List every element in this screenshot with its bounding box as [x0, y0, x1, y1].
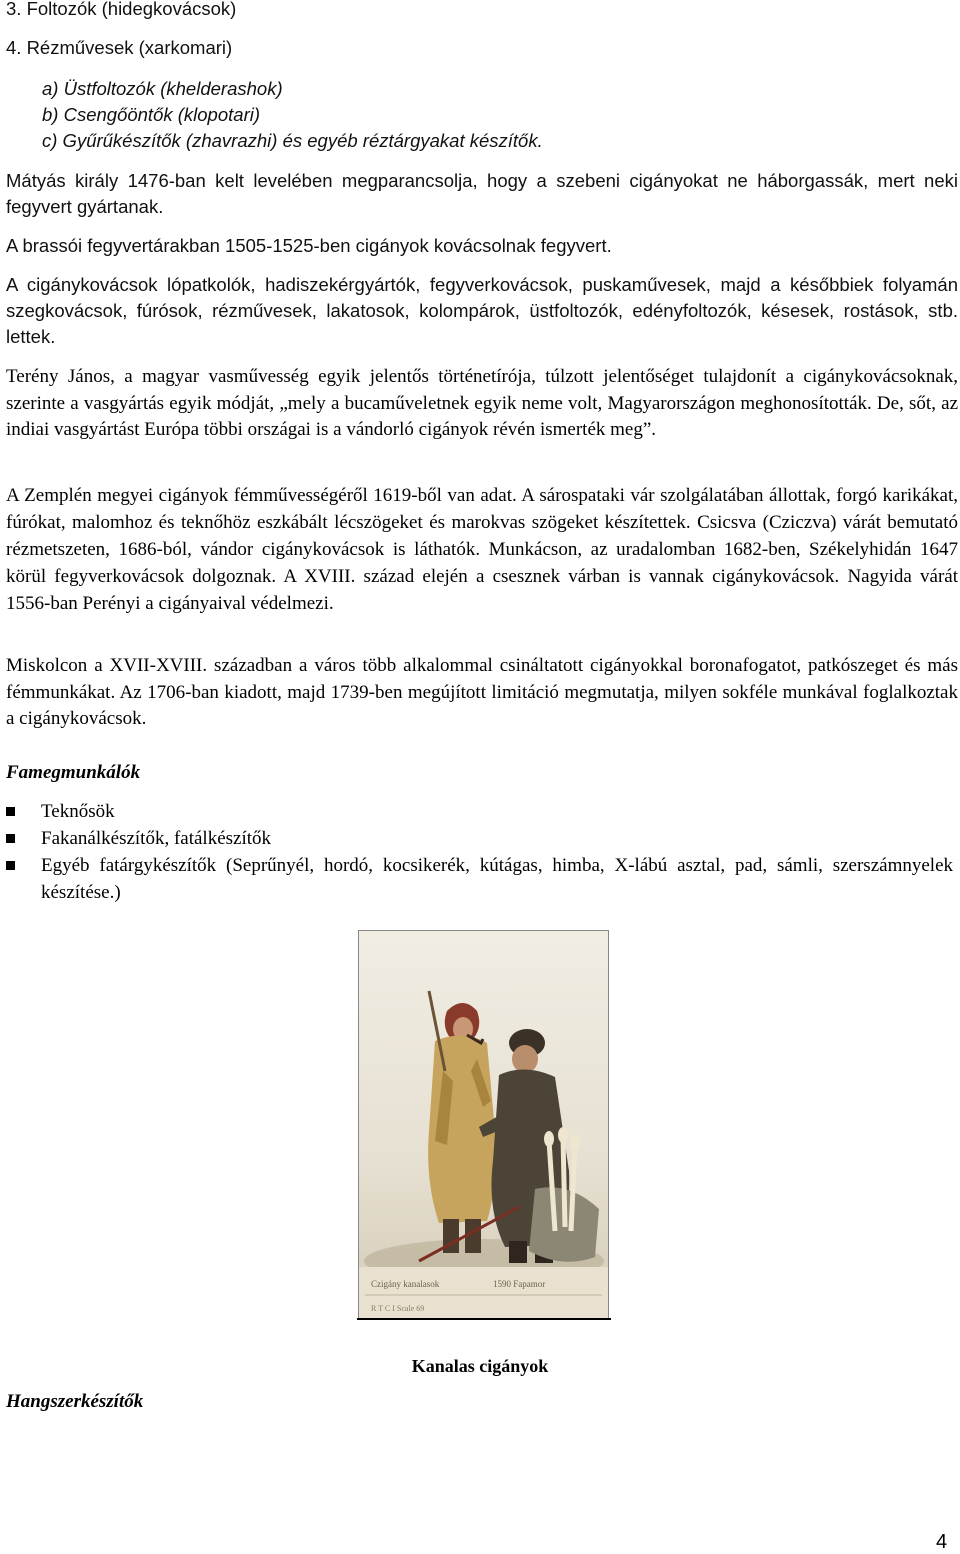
bullet-item-text: Fakanálkészítők, fatálkészítők: [41, 828, 272, 849]
caption-underline: [357, 1318, 611, 1320]
bullet-item: [6, 825, 953, 852]
paragraph-zemplen: A Zemplén megyei cigányok fémművességéről 1619-ből van adat. A sárospataki vár szolgálatában állottak, forgó karikákat, fúrókat, malomhoz és teknőhöz eszkábált lécszögeket és marokvas szögeket készítettek. Csicsva (Cziczva) várát bemutató rézmetszeten, 1686-ból, vándor cigánykovácsok is láthatók. Munkácson, az uradalomban 1682-ben, Székelyhidán 1647 körül fegyverkovácsok dolgoznak. A XVIII. század elején a csesznek várban is vannak cigánykovácsok. Nagyida várát 1556-ban Perényi a cigányaival védelmezi.: [6, 485, 958, 614]
paragraph-miskolc: Miskolcon a XVII-XVIII. században a város több alkalommal csináltatott cigányokkal boronafogatot, patkószeget és más fémmunkákat. Az 1706-ban kiadott, majd 1739-ben megújított limitáció megmutatja, milyen sokféle munkával foglalkoztak a cigánykovácsok.: [6, 655, 958, 729]
sublist-item-b: b) Csengőöntők (klopotari): [42, 104, 260, 125]
paragraph-tereny: Terény János, a magyar vasművesség egyik jelentős történetírója, túlzott jelentőséget tulajdonít a cigánykovácsoknak, szerinte a vasgyártás egyik módját, „mely a bucaműveletnek egyik neme volt, Magyarországon meghonosították. De, sőt, az indiai vasgyártást Európa többi országai is a vándorló cigányok révén ismerték meg”.: [6, 366, 958, 440]
bullet-item-text: Egyéb fatárgykészítők (Seprűnyél, hordó, kocsikerék, kútágas, himba, X-lábú asztal, pad, sámli, szerszámnyelek készítése.): [41, 855, 953, 903]
paragraph-kovacsok: A cigánykovácsok lópatkolók, hadiszekérgyártók, fegyverkovácsok, puskaművesek, majd a későbbiek folyamán szegkovácsok, fúrósok, rézművesek, lakatosok, kolompárok, üstfoltozók, edényfoltozók, késesek, rostások, stb. lettek.: [6, 274, 958, 347]
square-bullet-icon: [6, 834, 15, 843]
section-heading-famegmunkalok: Famegmunkálók: [6, 762, 141, 783]
figure-caption: Kanalas cigányok: [411, 1356, 549, 1376]
postcard-label-bottom: R T C I Scale 69: [371, 1304, 425, 1313]
bullet-item: [6, 852, 953, 906]
sublist-item-a: a) Üstfoltozók (khelderashok): [42, 78, 283, 99]
section-heading-hangszerkeszitok: Hangszerkészítők: [6, 1391, 144, 1412]
bullet-item: [6, 798, 953, 825]
paragraph-brasso: A brassói fegyvertárakban 1505-1525-ben cigányok kovácsolnak fegyvert.: [6, 235, 612, 256]
postcard-label-left: Czigány kanalasok: [371, 1279, 440, 1289]
postcard-illustration: [359, 931, 608, 1319]
postcard-label-right: 1590 Fapamor: [493, 1279, 546, 1289]
figure-postcard-image: [358, 930, 609, 1320]
sublist-item-c: c) Gyűrűkészítők (zhavrazhi) és egyéb réztárgyakat készítők.: [42, 130, 543, 151]
square-bullet-icon: [6, 807, 15, 816]
list-item-3: 3. Foltozók (hidegkovácsok): [6, 0, 237, 19]
page-number: 4: [936, 1531, 948, 1553]
paragraph-matyas: Mátyás király 1476-ban kelt levelében megparancsolja, hogy a szebeni cigányokat ne háborgassák, mert neki fegyvert gyártanak.: [6, 170, 958, 217]
list-item-4: 4. Rézművesek (xarkomari): [6, 37, 233, 58]
square-bullet-icon: [6, 861, 15, 870]
bullet-item-text: Teknősök: [41, 801, 115, 822]
